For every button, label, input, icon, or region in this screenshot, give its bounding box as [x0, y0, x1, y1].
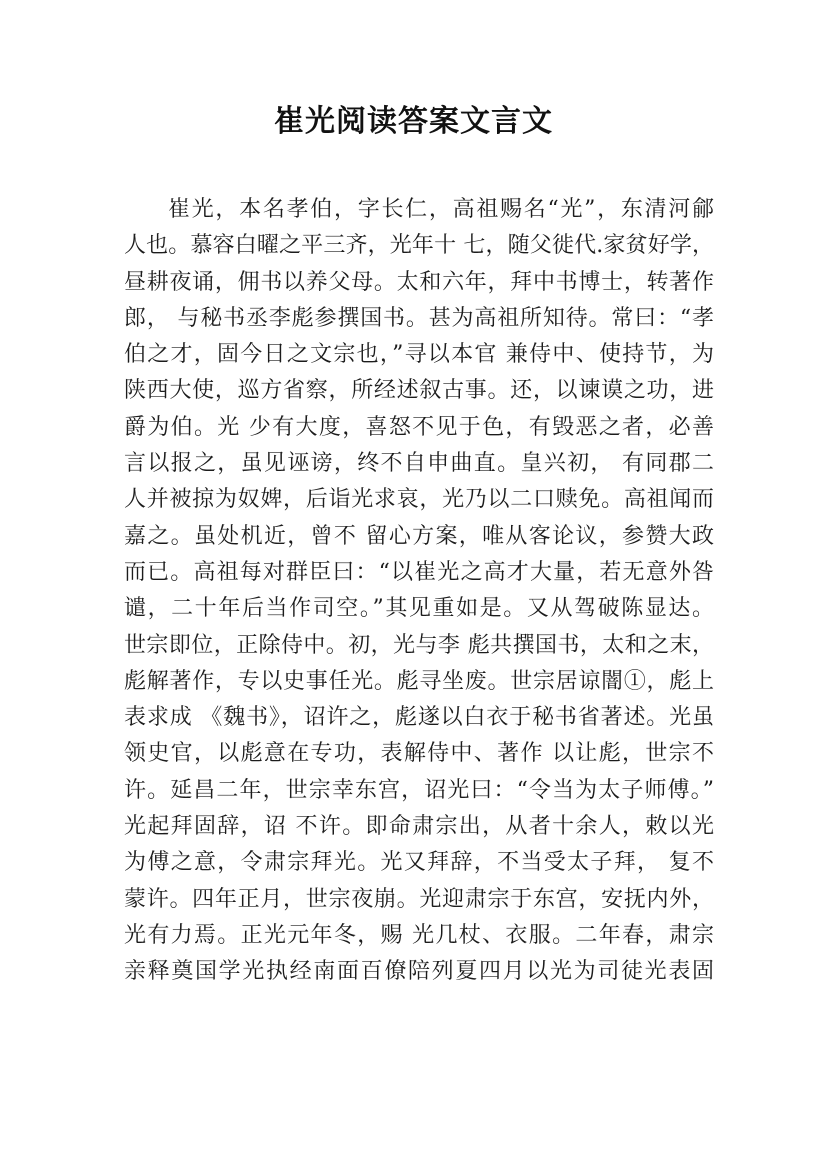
text-line: 彪解著作，专以史事任光。彪寻坐废。世宗居谅闇①，彪上 [124, 668, 714, 694]
text-line: 嘉之。虽处机近，曾不 留心方案，唯从客论议，参赞大政 [124, 523, 714, 549]
text-line: 许。延昌二年，世宗幸东宫，诏光曰：“令当为太子师傅。” [124, 777, 714, 803]
page-title: 崔光阅读答案文言文 [274, 104, 553, 139]
text-line: 世宗即位，正除侍中。初，光与李 彪共撰国书，太和之末， [124, 632, 714, 658]
text-line: 为傅之意，令肃宗拜光。光又拜辞，不当受太子拜， 复不 [124, 850, 714, 876]
text-line: 伯之才，固今日之文宗也，”寻以本官 兼侍中、使持节，为 [124, 342, 714, 368]
text-line: 领史官，以彪意在专功，表解侍中、著作 以让彪，世宗不 [124, 741, 714, 767]
text-line: 光有力焉。正光元年冬，赐 光几杖、衣服。二年春，肃宗 [124, 922, 714, 948]
text-line: 而已。高祖每对群臣曰：“以崔光之高才大量，若无意外咎 [124, 559, 714, 585]
text-line: 蒙许。四年正月，世宗夜崩。光迎肃宗于东宫，安抚内外， [124, 886, 714, 912]
text-line: 表求成 《魏书》，诏许之，彪遂以白衣于秘书省著述。光虽 [124, 705, 714, 731]
text-line: 爵为伯。光 少有大度，喜怒不见于色，有毁恶之者，必善 [124, 414, 714, 440]
document-body [124, 192, 714, 991]
text-line: 光起拜固辞，诏 不许。即命肃宗出，从者十余人，敕以光 [124, 814, 714, 840]
text-line: 言以报之，虽见诬谤，终不自申曲直。皇兴初， 有同郡二 [124, 451, 714, 477]
text-line: 人并被掠为奴婢，后诣光求哀，光乃以二口赎免。高祖闻而 [124, 487, 714, 513]
text-line: 人也。慕容白曜之平三齐，光年十 七，随父徙代.家贫好学， [124, 233, 714, 259]
text-line: 陕西大使，巡方省察，所经述叙古事。还，以谏谟之功，进 [124, 378, 714, 404]
text-line: 谴，二十年后当作司空。”其见重如是。又从驾破陈显达。 [124, 596, 714, 622]
text-line: 郎， 与秘书丞李彪参撰国书。甚为高祖所知待。常曰：“孝 [124, 305, 714, 331]
text-line: 亲释奠国学光执经南面百僚陪列夏四月以光为司徒光表固 [124, 959, 714, 985]
text-line: 昼耕夜诵，佣书以养父母。太和六年，拜中书博士，转著作 [124, 269, 714, 295]
text-line: 崔光，本名孝伯，字长仁，高祖赐名“光”，东清河鄃 [168, 197, 714, 222]
